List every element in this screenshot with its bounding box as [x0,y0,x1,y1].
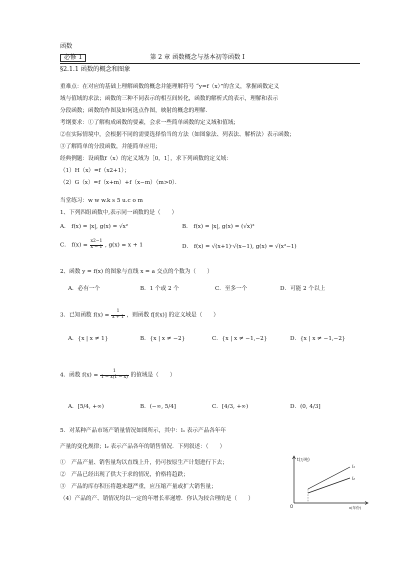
q4-fraction [100,370,129,380]
section-title: §2.1.1 函数的概念和图象 [60,66,131,73]
q4-option-c-value: [4/3, +∞) [221,404,249,410]
q2-option-a: A．必有一个 [68,286,101,292]
q4-option-a [68,405,104,411]
q1-option-b-label: B． [182,224,192,230]
exam-req-3: ③了解简单的分段函数，并能简单应用； [60,144,161,150]
q1-option-a-formula: f(x) = |x|, g(x) = √x² [71,224,129,230]
subject-label: 函数 [60,43,73,50]
q1-option-c-formula-start: f(x) = [71,242,90,249]
l1-label: l₁ [352,464,355,469]
question-5-line-2: 产量的变化规律；l₂ 表示产品各年的销售情况．下列叙述：（ ） [60,444,226,450]
q4-option-d-value: (0, 4/3] [300,404,321,410]
q3-formula-start: f(x) = [93,312,112,319]
q3-numerator: 1 [111,310,125,316]
header-divider [60,63,360,64]
q4-suffix: 的值域是（ ） [130,372,176,379]
exam-req-1: 考纲要求：①了解构成函数的要素，会求一些简单函数的定义域和值域； [60,120,240,126]
q4-option-b [140,405,176,411]
q4-option-b-label: B． [140,404,150,410]
q3-option-d: D．{x | x ≠ −1,−2} [290,336,346,342]
q1-option-a-label: A． [60,224,70,230]
q3-prefix: 3．已知函数 [60,312,92,319]
q5-statement-3: ③ 产品的库存积压将越来越严重，应压缩产量或扩大销售量； [60,484,217,490]
q4-option-a-label: A． [68,404,78,410]
example-heading: 经典例题：设函数f（x）的定义域为［0，1］，求下列函数的定义域： [60,156,232,162]
q4-option-d-label: D． [290,404,301,410]
key-points-line-2: 域与值域的求法；函数的三种不同表示的相互间转化，函数的解析式的表示，理解和表示 [60,96,279,102]
q4-option-d [290,405,321,411]
question-5-line-1: 5．对某种产品市场产销量情况如图所示，其中：l₁ 表示产品各年年 [60,428,226,434]
q1-option-c-denominator: x − 1 [90,244,103,250]
q3-denominator: x + 1 [112,314,124,320]
q1-option-b [182,225,254,231]
q1-option-b-formula: f(x) = |x|, g(x) = (√x)² [193,224,255,230]
q1-option-c [60,240,143,250]
q2-option-c: C．至多一个 [215,286,248,292]
y-axis-label: t(万吨) [297,457,310,462]
question-2: 2、函数 y = f(x) 的图象与直线 x = a 交点的个数为（ ） [60,269,213,275]
q4-formula-start: f(x) = [82,372,100,379]
production-sales-figure [286,453,372,510]
q1-option-d [182,245,297,251]
q5-statement-1: ① 产品产量、销售量均以直线上升，仍可按原生产计划进行下去； [60,460,228,466]
q2-option-d: D．可能 2 个以上 [280,286,326,292]
q5-statement-2: ② 产品已经出现了供大于求的情况，价格将趋跌； [60,472,189,478]
q1-option-c-formula-end: , g(x) = x + 1 [105,242,143,249]
q1-option-c-numerator: x2−1 [90,239,103,244]
q4-option-c-label: C． [212,404,222,410]
l2-label: l₂ [352,476,355,481]
q4-option-c [212,405,248,411]
key-points-line-3: 分段函数；函数的作图及如何选点作图，映射的概念的理解． [60,108,212,114]
q1-option-c-label: C． [60,242,70,249]
q2-option-b: B．1 个或 2 个 [140,286,179,292]
q3-option-c: C．{x | x ≠ −1,−2} [212,336,268,342]
question-4 [60,370,175,380]
book-label: 必修 1 [60,54,86,62]
question-1: 1、下列四组函数中,表示同一函数的是（ ） [60,210,178,216]
x-axis-label: x(年份) [349,506,362,510]
q1-option-c-fraction [90,240,104,250]
q4-option-a-value: [5/4, +∞) [77,404,104,410]
q4-prefix: 4．函数 [60,372,81,379]
example-part-1: （1）H（x）=f（x2+1）； [60,168,130,174]
q4-numerator: 1 [100,370,129,376]
chapter-title: 第 2 章 函数概念与基本初等函数 I [150,54,245,61]
q1-option-a [60,225,128,231]
q1-option-d-formula: f(x) = √(x+1)·√(x−1), g(x) = √(x²−1) [193,244,297,250]
q4-option-b-value: (−∞, 5/4] [149,404,176,410]
question-3 [60,310,219,320]
exam-req-2: ②在实际情境中，会根据不同的需要选择恰当的方法（如图象法、列表法、解析法）表示函数； [60,132,295,138]
origin-label: O [290,504,294,509]
q3-fraction [111,310,125,320]
q3-suffix: ，则函数 f[f(x)] 的定义域是（ ） [126,312,219,319]
key-points-line-1: 重难点：在对应的基础上理解函数的概念并能理解符号 “y=f（x）”的含义，掌握函数定义 [60,84,280,90]
q1-option-d-label: D． [182,244,193,250]
q4-denominator: 1 − x(1 − x) [100,374,128,380]
practice-heading: 当堂练习：w w w.k s 5 u.c o m [60,198,143,204]
q5-statement-4: （4）产品的产、销情况均以一定的年增长率递增．你认为较合理的是（ ） [60,496,254,502]
example-part-2: （2）G（x）=f（x+m）+f（x−m）（m>0）． [60,180,181,186]
q3-option-b: B．{x | x ≠ −2} [140,336,186,342]
q3-option-a: A．{x | x ≠ 1} [68,336,109,342]
